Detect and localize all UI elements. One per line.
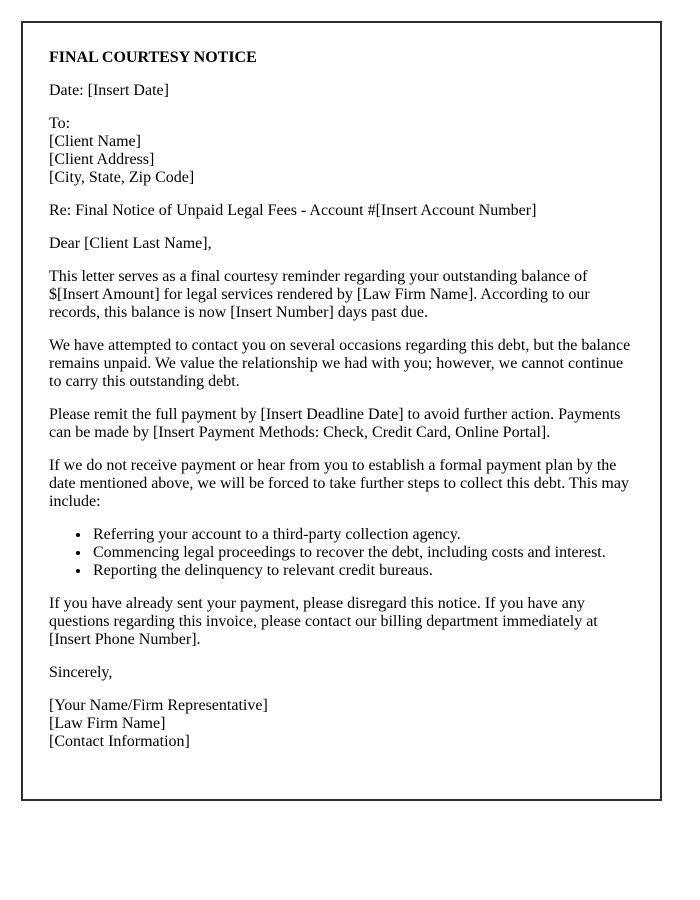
subject-line: Re: Final Notice of Unpaid Legal Fees - Account #[Insert Account Number] — [49, 202, 537, 219]
body-paragraph-consequences: If we do not receive payment or hear from you to establish a formal payment plan by the date mentioned above, we will be forced to take further steps to collect this debt. This may include: — [49, 457, 629, 510]
consequence-list — [49, 526, 632, 580]
closing-paragraph: If you have already sent your payment, please disregard this notice. If you have any questions regarding this invoice, please contact our billing department immediately at [Insert Phone Number]. — [49, 595, 598, 648]
recipient-name: [Client Name] — [49, 133, 141, 150]
signature-block — [49, 697, 632, 751]
recipient-block — [49, 115, 632, 187]
signature-firm: [Law Firm Name] — [49, 715, 166, 732]
salutation: Dear [Client Last Name], — [49, 235, 212, 252]
signature-name: [Your Name/Firm Representative] — [49, 697, 268, 714]
body-paragraph-balance: This letter serves as a final courtesy reminder regarding your outstanding balance of $[Insert Amount] for legal services rendered by [Law Firm Name]. According to our records, this balance is now [Insert Number] days past due. — [49, 268, 590, 321]
body-paragraph-payment-request: Please remit the full payment by [Insert Deadline Date] to avoid further action. Payments can be made by [Insert Payment Methods: Check, Credit Card, Online Portal]. — [49, 406, 621, 441]
signoff: Sincerely, — [49, 664, 113, 681]
recipient-address: [Client Address] — [49, 151, 155, 168]
signature-contact: [Contact Information] — [49, 733, 190, 750]
body-paragraph-contact-attempts: We have attempted to contact you on several occasions regarding this debt, but the balance remains unpaid. We value the relationship we had with you; however, we cannot continue to carry this outstanding debt. — [49, 337, 631, 390]
list-item-legal-proceedings: • Commencing legal proceedings to recover the debt, including costs and interest. — [91, 544, 632, 562]
recipient-intro: To: — [49, 115, 71, 132]
letter-title: FINAL COURTESY NOTICE — [49, 49, 257, 66]
date-line: Date: [Insert Date] — [49, 82, 169, 99]
list-item-credit-bureaus: • Reporting the delinquency to relevant credit bureaus. — [91, 562, 632, 580]
letter-container — [21, 21, 662, 801]
recipient-city-state-zip: [City, State, Zip Code] — [49, 169, 195, 186]
list-item-collection-agency: • Referring your account to a third-party collection agency. — [91, 526, 632, 544]
